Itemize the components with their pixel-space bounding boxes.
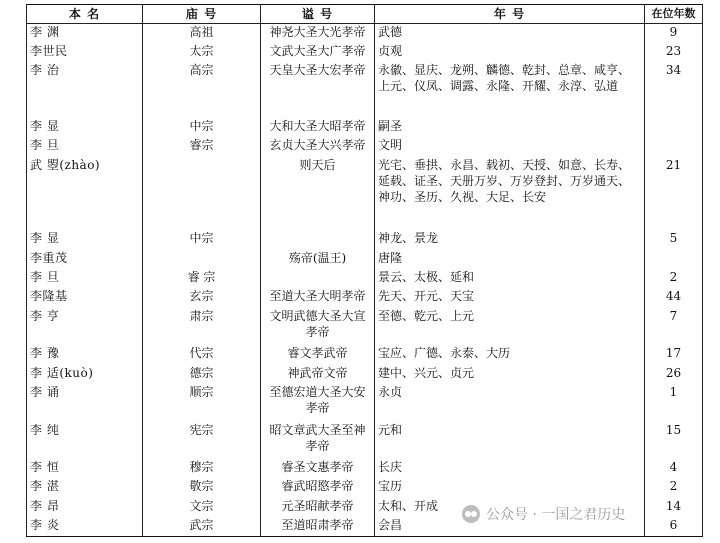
table-row [27,384,703,422]
name-cell: 李 旦 [27,269,143,288]
posthumous-name-cell: 文明武德大圣大宣孝帝 [261,308,375,346]
temple-name-cell: 睿 宗 [143,269,261,288]
name-cell: 李 炎 [27,517,143,536]
posthumous-name-cell [261,269,375,288]
reign-years-cell: 2 [645,478,703,497]
reign-years-cell: 21 [645,157,703,231]
era-names-cell: 景云、太极、延和 [375,269,645,288]
temple-name-cell: 太宗 [143,43,261,62]
temple-name-cell: 文宗 [143,498,261,517]
posthumous-name-cell: 睿圣文惠孝帝 [261,459,375,478]
era-names-cell: 至德、乾元、上元 [375,308,645,346]
reign-years-cell: 9 [645,24,703,43]
era-names-cell: 神龙、景龙 [375,230,645,249]
name-cell: 李 昂 [27,498,143,517]
name-cell: 李重茂 [27,250,143,269]
posthumous-name-cell: 玄贞大圣大兴孝帝 [261,137,375,156]
header-posthumous-name: 谥 号 [261,5,375,24]
temple-name-cell [143,157,261,231]
table-row [27,157,703,231]
reign-years-cell: 26 [645,365,703,384]
reign-years-cell [645,137,703,156]
posthumous-name-cell: 则天后 [261,157,375,231]
reign-years-cell: 15 [645,422,703,460]
posthumous-name-cell: 至德宏道大圣大安孝帝 [261,384,375,422]
header-temple-name: 庙 号 [143,5,261,24]
table-row [27,118,703,137]
temple-name-cell: 玄宗 [143,288,261,307]
table-row [27,308,703,346]
posthumous-name-cell: 天皇大圣大宏孝帝 [261,62,375,118]
header-name: 本 名 [27,5,143,24]
era-names-cell: 唐隆 [375,250,645,269]
temple-name-cell: 高宗 [143,62,261,118]
era-names-cell: 长庆 [375,459,645,478]
reign-years-cell: 5 [645,230,703,249]
name-cell: 武 曌(zhào) [27,157,143,231]
temple-name-cell: 代宗 [143,345,261,364]
name-cell: 李 豫 [27,345,143,364]
era-names-cell: 太和、开成 [375,498,645,517]
reign-years-cell: 2 [645,269,703,288]
table-row [27,43,703,62]
posthumous-name-cell: 文武大圣大广孝帝 [261,43,375,62]
reign-years-cell: 23 [645,43,703,62]
name-cell: 李 纯 [27,422,143,460]
name-cell: 李 适(kuò) [27,365,143,384]
posthumous-name-cell: 神武帝文帝 [261,365,375,384]
reign-years-cell: 7 [645,308,703,346]
name-cell: 李 治 [27,62,143,118]
temple-name-cell: 武宗 [143,517,261,536]
table-row [27,230,703,249]
name-cell: 李隆基 [27,288,143,307]
tang-emperors-table [26,4,703,537]
era-names-cell: 元和 [375,422,645,460]
reign-years-cell: 14 [645,498,703,517]
posthumous-name-cell [261,230,375,249]
temple-name-cell [143,250,261,269]
posthumous-name-cell: 昭文章武大圣至神孝帝 [261,422,375,460]
reign-years-cell [645,250,703,269]
temple-name-cell: 睿宗 [143,137,261,156]
temple-name-cell: 穆宗 [143,459,261,478]
temple-name-cell: 中宗 [143,118,261,137]
posthumous-name-cell: 睿武昭愍孝帝 [261,478,375,497]
watermark-text: 公众号 · 一国之君历史 [486,507,626,523]
era-names-cell: 会昌 [375,517,645,536]
header-reign-years: 在位年数 [645,5,703,24]
wechat-icon [462,505,480,523]
reign-years-cell: 4 [645,459,703,478]
posthumous-name-cell: 大和大圣大昭孝帝 [261,118,375,137]
posthumous-name-cell: 睿文孝武帝 [261,345,375,364]
table-row [27,288,703,307]
posthumous-name-cell: 至道昭肃孝帝 [261,517,375,536]
reign-years-cell [645,118,703,137]
reign-years-cell: 44 [645,288,703,307]
era-names-cell: 武德 [375,24,645,43]
name-cell: 李 诵 [27,384,143,422]
era-names-cell: 永徽、显庆、龙朔、麟德、乾封、总章、咸亨、上元、仪凤、调露、永隆、开耀、永淳、弘道 [375,62,645,118]
reign-years-cell: 17 [645,345,703,364]
reign-years-cell: 1 [645,384,703,422]
name-cell: 李 湛 [27,478,143,497]
table-row [27,250,703,269]
watermark [460,503,627,525]
era-names-cell: 宝应、广德、永泰、大历 [375,345,645,364]
temple-name-cell: 中宗 [143,230,261,249]
table-row [27,365,703,384]
name-cell: 李 旦 [27,137,143,156]
table-row [27,24,703,43]
name-cell: 李 显 [27,118,143,137]
name-cell: 李 显 [27,230,143,249]
era-names-cell: 文明 [375,137,645,156]
table-row [27,459,703,478]
table-row [27,478,703,497]
header-era-name: 年 号 [375,5,645,24]
era-names-cell: 嗣圣 [375,118,645,137]
name-cell: 李 恒 [27,459,143,478]
table-row [27,269,703,288]
temple-name-cell: 顺宗 [143,384,261,422]
temple-name-cell: 宪宗 [143,422,261,460]
header-row [27,5,703,24]
name-cell: 李 渊 [27,24,143,43]
temple-name-cell: 高祖 [143,24,261,43]
posthumous-name-cell: 殇帝(温王) [261,250,375,269]
era-names-cell: 宝历 [375,478,645,497]
posthumous-name-cell: 元圣昭献孝帝 [261,498,375,517]
temple-name-cell: 肃宗 [143,308,261,346]
era-names-cell: 贞观 [375,43,645,62]
reign-years-cell: 6 [645,517,703,536]
name-cell: 李 亨 [27,308,143,346]
name-cell: 李世民 [27,43,143,62]
posthumous-name-cell: 神尧大圣大光孝帝 [261,24,375,43]
table-row [27,62,703,118]
era-names-cell: 光宅、垂拱、永昌、载初、天授、如意、长寿、延载、证圣、天册万岁、万岁登封、万岁通天、神功、圣历、久视、大足、长安 [375,157,645,231]
table-row [27,137,703,156]
reign-years-cell: 34 [645,62,703,118]
era-names-cell: 建中、兴元、贞元 [375,365,645,384]
temple-name-cell: 德宗 [143,365,261,384]
posthumous-name-cell: 至道大圣大明孝帝 [261,288,375,307]
era-names-cell: 永贞 [375,384,645,422]
era-names-cell: 先天、开元、天宝 [375,288,645,307]
temple-name-cell: 敬宗 [143,478,261,497]
table-row [27,422,703,460]
table-row [27,345,703,364]
